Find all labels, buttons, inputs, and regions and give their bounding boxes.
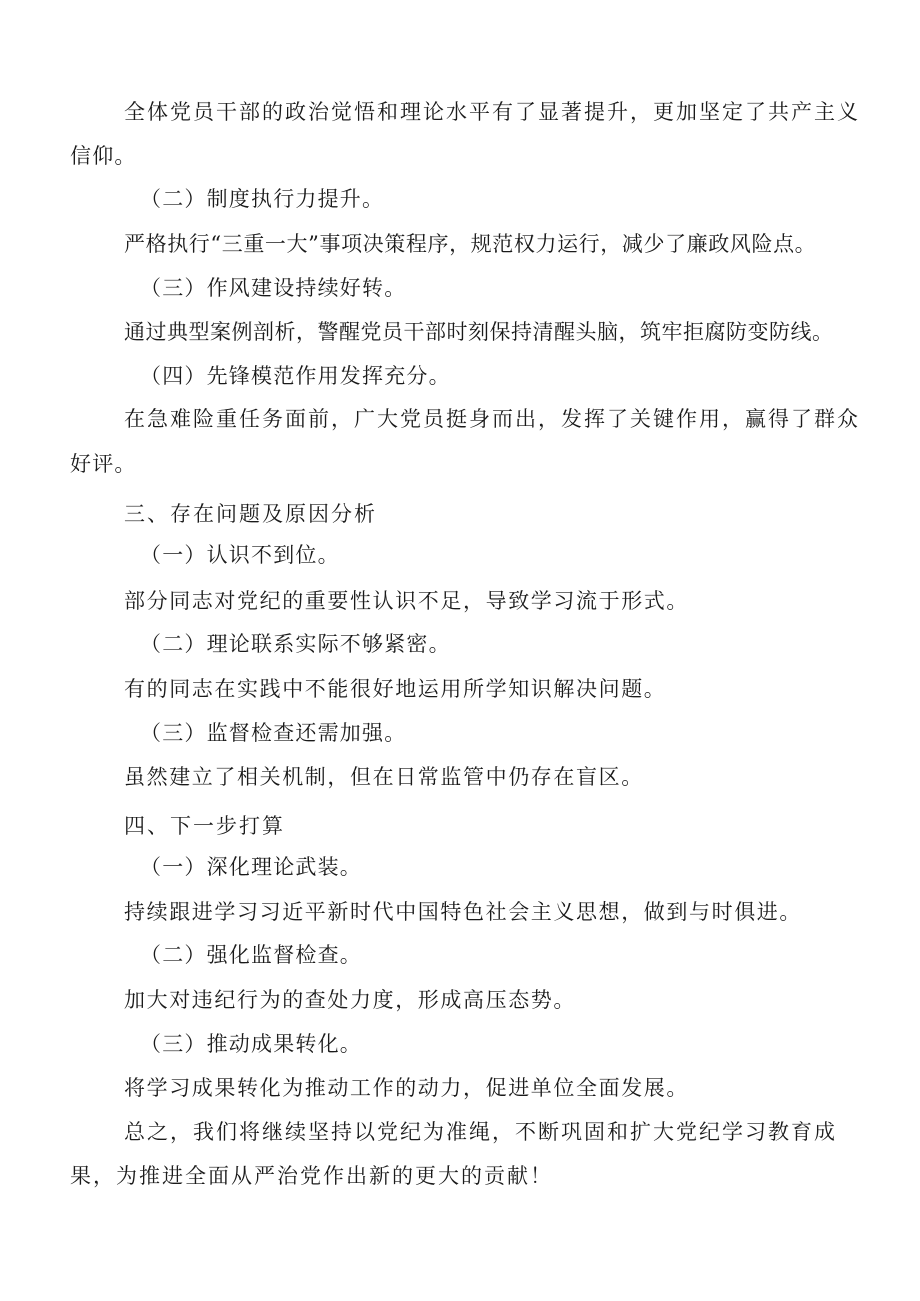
subheading: （三）作风建设持续好转。 (140, 276, 407, 300)
subheading: （四）先锋模范作用发挥充分。 (140, 364, 451, 388)
paragraph-line: 全体党员干部的政治觉悟和理论水平有了显著提升，更加坚定了共产主义 (124, 100, 860, 124)
subheading: （二）理论联系实际不够紧密。 (140, 632, 451, 656)
paragraph-line: 持续跟进学习习近平新时代中国特色社会主义思想，做到与时俱进。 (124, 900, 802, 924)
subheading: （一）深化理论武装。 (140, 855, 362, 879)
paragraph-line: 部分同志对党纪的重要性认识不足，导致学习流于形式。 (124, 589, 689, 613)
paragraph-line: 将学习成果转化为推动工作的动力，促进单位全面发展。 (124, 1076, 689, 1100)
paragraph-line: 虽然建立了相关机制，但在日常监管中仍存在盲区。 (124, 765, 644, 789)
subheading: （一）认识不到位。 (140, 543, 340, 567)
paragraph-line: 在急难险重任务面前，广大党员挺身而出，发挥了关键作用，赢得了群众 (124, 407, 860, 431)
paragraph-line: 加大对违纪行为的查处力度，形成高压态势。 (124, 988, 576, 1012)
subheading: （三）监督检查还需加强。 (140, 721, 407, 745)
paragraph-line: 信仰。 (70, 144, 137, 168)
paragraph-line: 果，为推进全面从严治党作出新的更大的贡献！ (70, 1164, 553, 1188)
section-heading: 四、下一步打算 (124, 814, 285, 838)
paragraph-line: 有的同志在实践中不能很好地运用所学知识解决问题。 (124, 677, 667, 701)
paragraph-line: 总之，我们将继续坚持以党纪为准绳，不断巩固和扩大党纪学习教育成 (124, 1120, 837, 1144)
subheading: （二）强化监督检查。 (140, 943, 362, 967)
paragraph-line: 好评。 (70, 452, 137, 476)
subheading: （三）推动成果转化。 (140, 1032, 362, 1056)
subheading: （二）制度执行力提升。 (140, 187, 385, 211)
section-heading: 三、存在问题及原因分析 (124, 502, 377, 526)
paragraph-line: 严格执行“三重一大”事项决策程序，规范权力运行，减少了廉政风险点。 (124, 232, 817, 256)
paragraph-line: 通过典型案例剖析，警醒党员干部时刻保持清醒头脑，筑牢拒腐防变防线。 (124, 320, 834, 344)
